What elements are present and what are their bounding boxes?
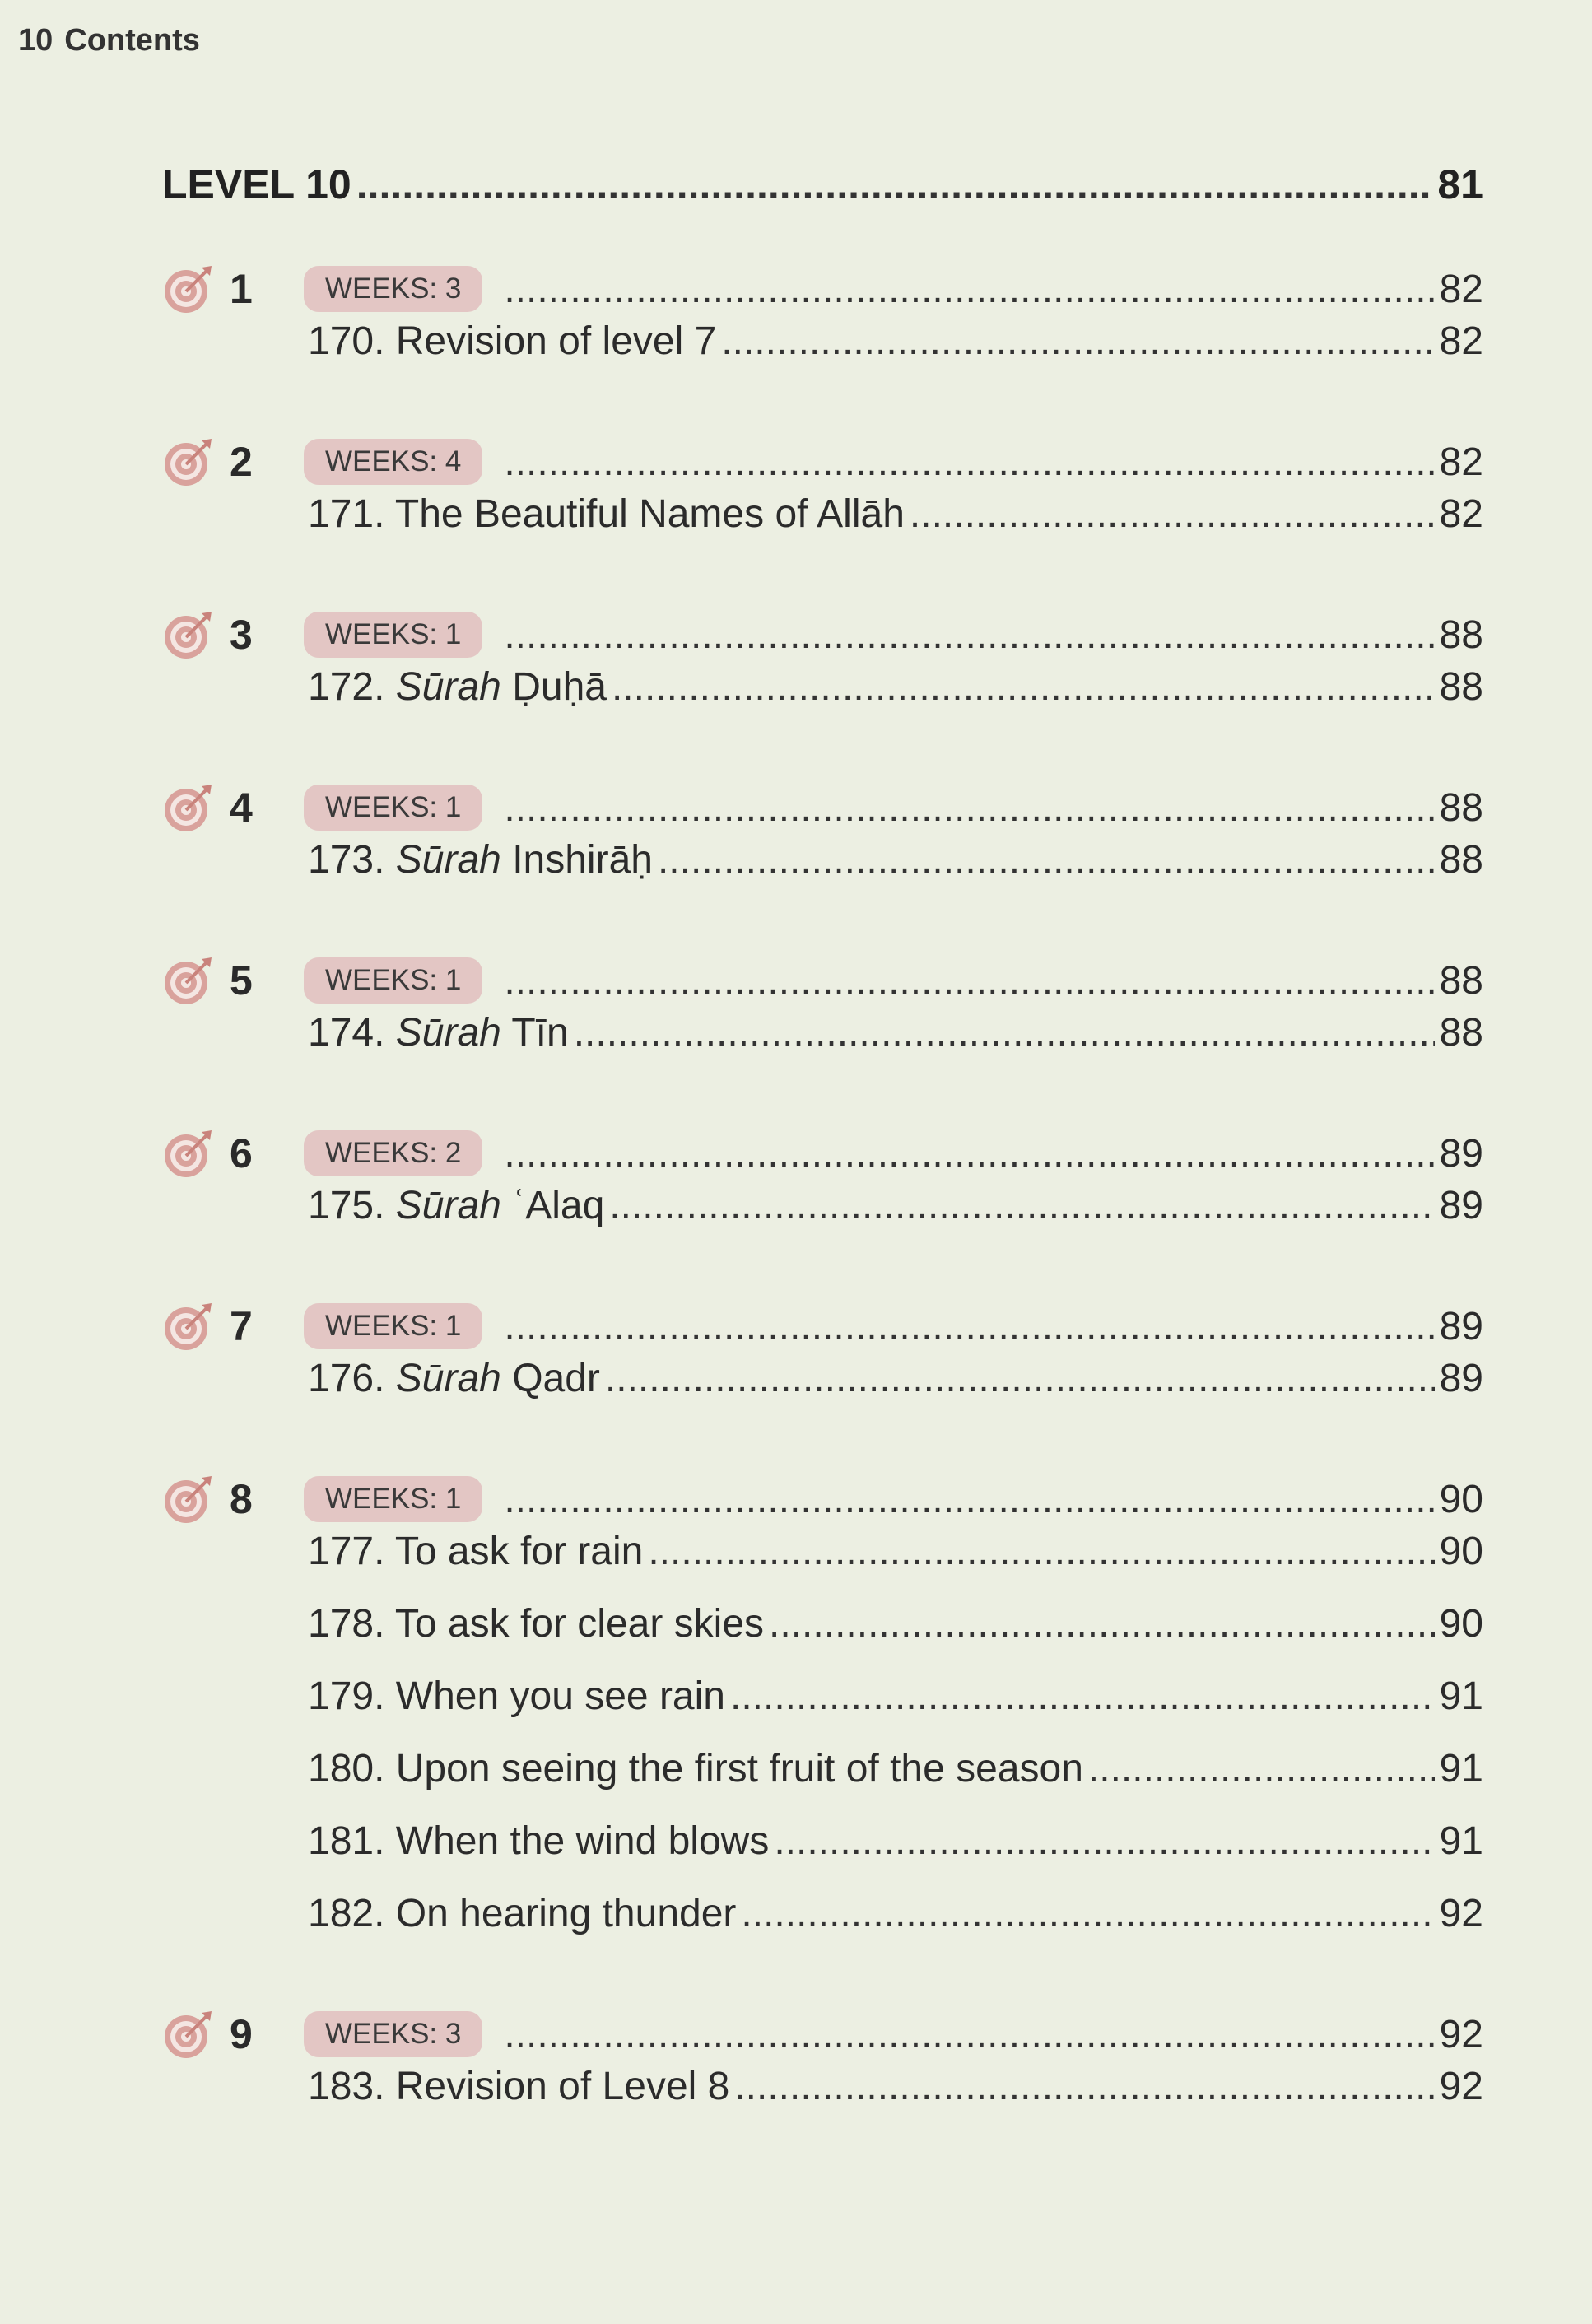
entry-page: 90 <box>1439 1530 1483 1573</box>
section-header-row[interactable] <box>162 2005 1483 2064</box>
entry-text: Ḍuḥā <box>512 665 607 709</box>
leader-dots <box>574 1010 1435 1055</box>
section-page: 89 <box>1439 1305 1483 1348</box>
leader-dots <box>774 1819 1434 1864</box>
entry-number: 173. <box>308 838 385 882</box>
entry-page: 90 <box>1439 1602 1483 1646</box>
section-header-row[interactable] <box>162 432 1483 491</box>
entry-text: Inshirāḥ <box>512 838 653 882</box>
target-icon <box>162 954 215 1007</box>
entry-text: Tīn <box>511 1011 569 1055</box>
weeks-badge: WEEKS: 1 <box>304 1303 482 1349</box>
entry-text: To ask for clear skies <box>394 1602 765 1646</box>
target-icon <box>162 608 215 661</box>
leader-dots <box>721 319 1434 364</box>
toc-entry[interactable] <box>162 1891 1483 1963</box>
level-page: 81 <box>1437 161 1483 207</box>
entry-page: 91 <box>1439 1674 1483 1718</box>
weeks-badge: WEEKS: 1 <box>304 785 482 831</box>
leader-dots <box>504 785 1434 837</box>
section-page: 88 <box>1439 786 1483 830</box>
target-icon <box>162 263 215 315</box>
section-header-row[interactable] <box>162 259 1483 319</box>
running-title: Contents <box>64 23 200 58</box>
target-icon <box>162 1300 215 1353</box>
section-number: 3 <box>230 612 253 658</box>
leader-dots <box>730 1674 1435 1719</box>
entry-title <box>308 319 716 364</box>
target-icon <box>162 1473 215 1525</box>
entry-number: 175. <box>308 1184 385 1227</box>
toc-entry[interactable] <box>162 1183 1483 1255</box>
entry-italic-word: Sūrah <box>395 838 501 882</box>
toc-entry[interactable] <box>162 319 1483 391</box>
section-list <box>162 259 1483 2136</box>
leader-dots <box>504 2012 1434 2064</box>
entry-title <box>308 1183 604 1228</box>
toc-entry[interactable] <box>162 1601 1483 1674</box>
leader-dots <box>504 440 1434 491</box>
section-number: 5 <box>230 957 253 1004</box>
entry-number: 177. <box>308 1530 385 1573</box>
weeks-badge: WEEKS: 1 <box>304 1476 482 1522</box>
section-number: 9 <box>230 2011 253 2057</box>
section-number: 8 <box>230 1476 253 1522</box>
toc-section <box>162 2005 1483 2136</box>
entry-title <box>308 664 607 710</box>
section-header-row[interactable] <box>162 1124 1483 1183</box>
weeks-badge: WEEKS: 3 <box>304 266 482 312</box>
toc-entry[interactable] <box>162 837 1483 910</box>
toc-entry[interactable] <box>162 1746 1483 1819</box>
entry-page: 82 <box>1439 319 1483 363</box>
leader-dots <box>504 612 1434 664</box>
entry-number: 181. <box>308 1819 385 1863</box>
entry-title <box>308 1891 736 1936</box>
section-page: 82 <box>1439 268 1483 311</box>
entry-title <box>308 1529 643 1574</box>
leader-dots <box>609 1183 1434 1228</box>
entry-page: 88 <box>1439 1011 1483 1055</box>
entry-title <box>308 1356 600 1401</box>
weeks-badge: WEEKS: 1 <box>304 957 482 1004</box>
leader-dots <box>658 837 1435 883</box>
leader-dots <box>612 664 1435 710</box>
weeks-badge: WEEKS: 3 <box>304 2011 482 2057</box>
entry-text: On hearing thunder <box>395 1892 737 1935</box>
entry-italic-word: Sūrah <box>395 1184 501 1227</box>
target-icon <box>162 1127 215 1180</box>
entry-number: 183. <box>308 2065 385 2108</box>
section-number: 2 <box>230 439 253 485</box>
entry-number: 170. <box>308 319 385 363</box>
table-of-contents <box>162 161 1483 2136</box>
leader-dots <box>605 1356 1435 1401</box>
leader-dots <box>741 1891 1434 1936</box>
entry-number: 180. <box>308 1747 385 1791</box>
entry-page: 89 <box>1439 1357 1483 1400</box>
section-header-row[interactable] <box>162 605 1483 664</box>
leader-dots <box>504 1304 1434 1356</box>
section-page: 90 <box>1439 1478 1483 1521</box>
entry-italic-word: Sūrah <box>395 1011 501 1055</box>
running-head <box>18 23 200 58</box>
level-heading[interactable] <box>162 161 1483 223</box>
page-number: 10 <box>18 23 54 58</box>
section-number: 4 <box>230 785 253 831</box>
section-page: 92 <box>1439 2013 1483 2056</box>
entry-text: To ask for rain <box>394 1530 644 1573</box>
entry-number: 171. <box>308 492 385 536</box>
leader-dots <box>504 1477 1434 1529</box>
leader-dots <box>769 1601 1435 1646</box>
toc-entry[interactable] <box>162 1529 1483 1601</box>
entry-number: 179. <box>308 1674 385 1718</box>
section-header-row[interactable] <box>162 1297 1483 1356</box>
entry-title <box>308 1746 1083 1791</box>
section-header-row[interactable] <box>162 1469 1483 1529</box>
leader-dots <box>1088 1746 1435 1791</box>
weeks-badge: WEEKS: 1 <box>304 612 482 658</box>
entry-text: Revision of level 7 <box>395 319 717 363</box>
toc-section <box>162 1297 1483 1428</box>
section-number: 6 <box>230 1130 253 1176</box>
leader-dots <box>504 267 1434 319</box>
entry-title <box>308 1010 569 1055</box>
toc-entry[interactable] <box>162 664 1483 737</box>
toc-section <box>162 778 1483 910</box>
section-number: 1 <box>230 266 253 312</box>
entry-page: 82 <box>1439 492 1483 536</box>
entry-text: When the wind blows <box>395 1819 770 1863</box>
entry-page: 91 <box>1439 1747 1483 1791</box>
entry-number: 182. <box>308 1892 385 1935</box>
weeks-badge: WEEKS: 4 <box>304 439 482 485</box>
entry-page: 92 <box>1439 1892 1483 1935</box>
level-title: LEVEL 10 <box>162 161 351 207</box>
entry-number: 176. <box>308 1357 385 1400</box>
entry-title <box>308 837 653 883</box>
entry-page: 92 <box>1439 2065 1483 2108</box>
entry-text: Qadr <box>512 1357 600 1400</box>
target-icon <box>162 781 215 834</box>
entry-number: 178. <box>308 1602 385 1646</box>
toc-entry[interactable] <box>162 1674 1483 1746</box>
toc-entry[interactable] <box>162 1356 1483 1428</box>
entry-number: 172. <box>308 665 385 709</box>
section-number: 7 <box>230 1303 253 1349</box>
weeks-badge: WEEKS: 2 <box>304 1130 482 1176</box>
entry-text: When you see rain <box>395 1674 725 1718</box>
leader-dots <box>504 1131 1434 1183</box>
entry-title <box>308 1674 725 1719</box>
toc-section <box>162 605 1483 737</box>
leader-dots <box>648 1529 1434 1574</box>
entry-text: Revision of Level 8 <box>395 2065 730 2108</box>
entry-text: The Beautiful Names of Allāh <box>394 492 905 536</box>
toc-entry[interactable] <box>162 491 1483 564</box>
toc-entry[interactable] <box>162 2064 1483 2136</box>
section-page: 82 <box>1439 440 1483 484</box>
entry-text: Upon seeing the first fruit of the season <box>395 1747 1083 1791</box>
toc-section <box>162 1124 1483 1255</box>
leader-dots <box>910 491 1435 537</box>
toc-entry[interactable] <box>162 1010 1483 1083</box>
entry-title <box>308 2064 729 2109</box>
entry-title <box>308 491 905 537</box>
entry-page: 88 <box>1439 838 1483 882</box>
leader-dots <box>734 2064 1434 2109</box>
entry-page: 88 <box>1439 665 1483 709</box>
toc-section <box>162 432 1483 564</box>
toc-section <box>162 259 1483 391</box>
entry-italic-word: Sūrah <box>395 1357 501 1400</box>
toc-entry[interactable] <box>162 1819 1483 1891</box>
section-page: 88 <box>1439 613 1483 657</box>
entry-number: 174. <box>308 1011 385 1055</box>
target-icon <box>162 435 215 488</box>
entry-page: 89 <box>1439 1184 1483 1227</box>
section-header-row[interactable] <box>162 951 1483 1010</box>
section-page: 89 <box>1439 1132 1483 1176</box>
target-icon <box>162 2008 215 2061</box>
entry-title <box>308 1819 769 1864</box>
section-page: 88 <box>1439 959 1483 1003</box>
leader-dots <box>356 161 1433 208</box>
toc-section <box>162 1469 1483 1963</box>
entry-text: ʿAlaq <box>512 1184 605 1227</box>
toc-section <box>162 951 1483 1083</box>
entry-page: 91 <box>1439 1819 1483 1863</box>
section-header-row[interactable] <box>162 778 1483 837</box>
entry-title <box>308 1601 764 1646</box>
entry-italic-word: Sūrah <box>395 665 501 709</box>
leader-dots <box>504 958 1434 1010</box>
